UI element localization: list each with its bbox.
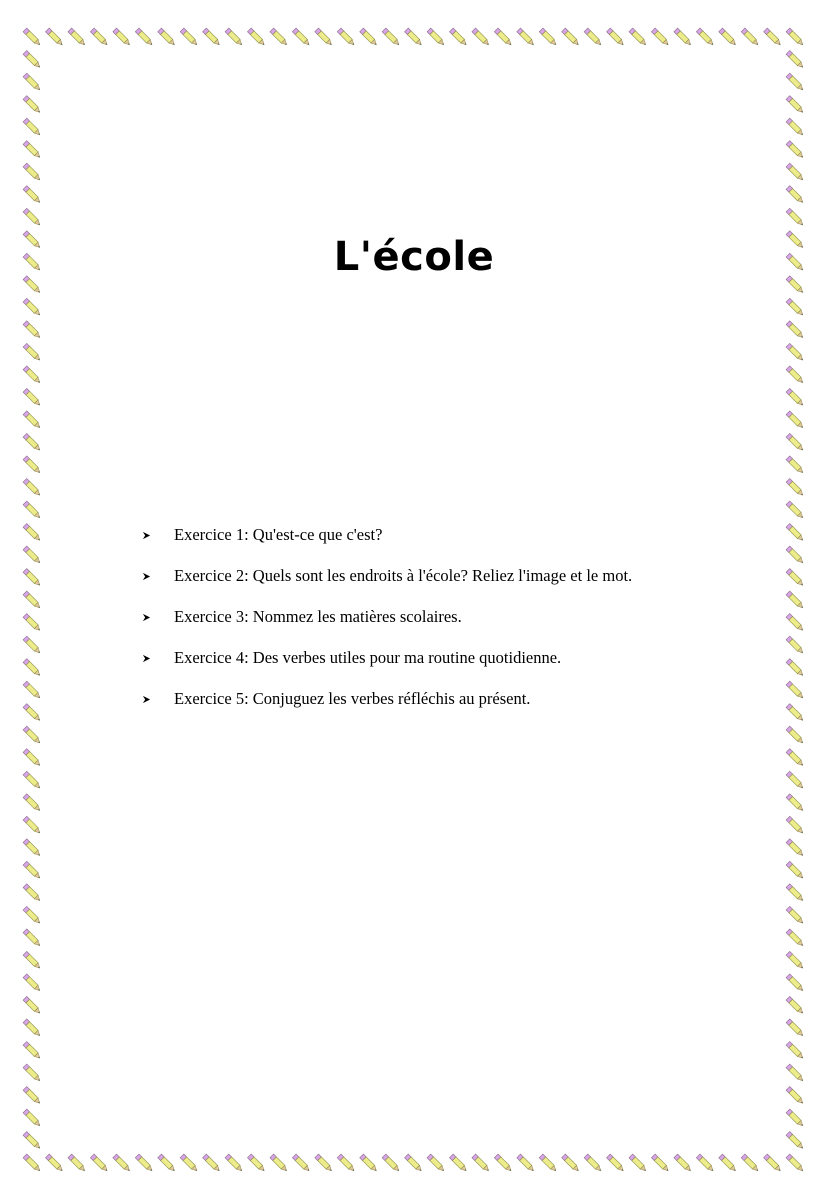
pencil-icon — [23, 388, 42, 407]
pencil-icon — [786, 366, 805, 385]
pencil-icon — [23, 208, 42, 227]
pencil-icon — [23, 321, 42, 340]
pencil-icon — [786, 388, 805, 407]
pencil-icon — [23, 141, 42, 160]
pencil-icon — [786, 1019, 805, 1038]
pencil-icon — [786, 118, 805, 137]
pencil-icon — [494, 28, 513, 47]
pencil-icon — [696, 28, 715, 47]
pencil-icon — [23, 974, 42, 993]
pencil-icon — [786, 1109, 805, 1128]
pencil-icon — [203, 28, 222, 47]
pencil-icon — [46, 1154, 65, 1173]
pencil-icon — [23, 118, 42, 137]
pencil-icon — [23, 51, 42, 70]
pencil-icon — [651, 1154, 670, 1173]
pencil-icon — [786, 1041, 805, 1060]
pencil-icon — [23, 614, 42, 633]
pencil-icon — [786, 839, 805, 858]
pencil-icon — [180, 28, 199, 47]
pencil-icon — [23, 411, 42, 430]
pencil-icon — [539, 1154, 558, 1173]
pencil-icon — [23, 681, 42, 700]
exercise-label: Exercice 5: Conjuguez les verbes réfléchis au présent. — [174, 689, 531, 708]
pencil-icon — [786, 591, 805, 610]
pencil-icon — [584, 1154, 603, 1173]
pencil-icon — [360, 1154, 379, 1173]
pencil-icon — [786, 163, 805, 182]
pencil-icon — [449, 1154, 468, 1173]
pencil-icon — [23, 659, 42, 678]
pencil-icon — [786, 51, 805, 70]
list-item — [140, 686, 632, 727]
pencil-icon — [23, 1087, 42, 1106]
pencil-icon — [786, 433, 805, 452]
pencil-icon — [786, 816, 805, 835]
pencil-icon — [786, 524, 805, 543]
pencil-icon — [158, 28, 177, 47]
pencil-icon — [786, 726, 805, 745]
pencil-icon — [786, 749, 805, 768]
pencil-icon — [23, 1064, 42, 1083]
pencil-icon — [472, 28, 491, 47]
pencil-icon — [248, 28, 267, 47]
pencil-icon — [90, 1154, 109, 1173]
pencil-icon — [719, 28, 738, 47]
pencil-icon — [23, 726, 42, 745]
pencil-icon — [225, 28, 244, 47]
pencil-icon — [135, 1154, 154, 1173]
pencil-icon — [786, 704, 805, 723]
pencil-icon — [23, 839, 42, 858]
pencil-icon — [629, 28, 648, 47]
pencil-icon — [248, 1154, 267, 1173]
pencil-icon — [158, 1154, 177, 1173]
pencil-icon — [180, 1154, 199, 1173]
list-item — [140, 522, 632, 563]
pencil-icon — [786, 501, 805, 520]
pencil-icon — [23, 546, 42, 565]
pencil-icon — [786, 884, 805, 903]
pencil-icon — [629, 1154, 648, 1173]
pencil-icon — [23, 591, 42, 610]
pencil-icon — [23, 794, 42, 813]
pencil-icon — [786, 659, 805, 678]
exercise-label: Exercice 3: Nommez les matières scolaires. — [174, 607, 462, 626]
pencil-icon — [23, 1132, 42, 1151]
pencil-icon — [786, 861, 805, 880]
pencil-icon — [113, 28, 132, 47]
pencil-icon — [786, 1064, 805, 1083]
pencil-icon — [786, 321, 805, 340]
pencil-icon — [741, 1154, 760, 1173]
pencil-icon — [382, 1154, 401, 1173]
pencil-icon — [23, 343, 42, 362]
pencil-icon — [292, 28, 311, 47]
pencil-icon — [315, 1154, 334, 1173]
pencil-icon — [23, 433, 42, 452]
exercise-list — [140, 522, 632, 727]
pencil-icon — [786, 208, 805, 227]
pencil-icon — [786, 141, 805, 160]
pencil-icon — [786, 794, 805, 813]
pencil-icon — [23, 996, 42, 1015]
pencil-icon — [337, 28, 356, 47]
arrow-bullet-icon — [142, 654, 151, 663]
pencil-icon — [719, 1154, 738, 1173]
pencil-icon — [562, 28, 581, 47]
pencil-icon — [786, 1132, 805, 1151]
pencil-icon — [786, 411, 805, 430]
pencil-icon — [270, 1154, 289, 1173]
pencil-icon — [786, 929, 805, 948]
pencil-icon — [23, 1109, 42, 1128]
pencil-icon — [23, 1154, 42, 1173]
list-item — [140, 604, 632, 645]
pencil-icon — [23, 501, 42, 520]
pencil-icon — [270, 28, 289, 47]
pencil-icon — [23, 569, 42, 588]
pencil-icon — [23, 1019, 42, 1038]
pencil-icon — [23, 906, 42, 925]
arrow-bullet-icon — [142, 572, 151, 581]
pencil-icon — [651, 28, 670, 47]
pencil-icon — [113, 1154, 132, 1173]
pencil-icon — [23, 749, 42, 768]
pencil-icon — [786, 28, 805, 47]
arrow-bullet-icon — [142, 531, 151, 540]
arrow-bullet-icon — [142, 613, 151, 622]
list-item — [140, 645, 632, 686]
pencil-icon — [23, 298, 42, 317]
pencil-icon — [427, 28, 446, 47]
pencil-icon — [315, 28, 334, 47]
pencil-icon — [23, 1041, 42, 1060]
page-title: L'école — [333, 234, 495, 280]
pencil-icon — [23, 478, 42, 497]
pencil-icon — [405, 1154, 424, 1173]
pencil-icon — [90, 28, 109, 47]
pencil-icon — [68, 1154, 87, 1173]
pencil-icon — [23, 96, 42, 115]
pencil-icon — [764, 28, 783, 47]
pencil-icon — [405, 28, 424, 47]
pencil-icon — [292, 1154, 311, 1173]
pencil-icon — [539, 28, 558, 47]
pencil-icon — [786, 636, 805, 655]
pencil-icon — [23, 636, 42, 655]
pencil-icon — [225, 1154, 244, 1173]
pencil-icon — [764, 1154, 783, 1173]
pencil-icon — [786, 343, 805, 362]
pencil-icon — [786, 1087, 805, 1106]
pencil-icon — [786, 771, 805, 790]
pencil-icon — [23, 816, 42, 835]
pencil-icon — [382, 28, 401, 47]
pencil-icon — [46, 28, 65, 47]
pencil-icon — [786, 298, 805, 317]
pencil-icon — [786, 996, 805, 1015]
pencil-icon — [23, 73, 42, 92]
pencil-icon — [472, 1154, 491, 1173]
pencil-icon — [786, 569, 805, 588]
pencil-icon — [23, 163, 42, 182]
pencil-icon — [674, 1154, 693, 1173]
pencil-icon — [135, 28, 154, 47]
pencil-icon — [607, 28, 626, 47]
pencil-icon — [786, 456, 805, 475]
exercise-label: Exercice 1: Qu'est-ce que c'est? — [174, 525, 383, 544]
pencil-icon — [427, 1154, 446, 1173]
arrow-bullet-icon — [142, 695, 151, 704]
pencil-icon — [786, 478, 805, 497]
exercise-label: Exercice 4: Des verbes utiles pour ma routine quotidienne. — [174, 648, 562, 667]
pencil-icon — [337, 1154, 356, 1173]
pencil-icon — [23, 771, 42, 790]
pencil-icon — [23, 186, 42, 205]
pencil-icon — [23, 366, 42, 385]
pencil-icon — [786, 1154, 805, 1173]
pencil-icon — [786, 96, 805, 115]
pencil-icon — [517, 28, 536, 47]
pencil-icon — [449, 28, 468, 47]
pencil-icon — [23, 929, 42, 948]
pencil-icon — [786, 681, 805, 700]
pencil-icon — [23, 456, 42, 475]
list-item — [140, 563, 632, 604]
pencil-icon — [517, 1154, 536, 1173]
pencil-icon — [23, 884, 42, 903]
pencil-icon — [786, 614, 805, 633]
pencil-icon — [23, 524, 42, 543]
exercise-label: Exercice 2: Quels sont les endroits à l'école? Reliez l'image et le mot. — [174, 566, 633, 585]
pencil-icon — [786, 186, 805, 205]
pencil-icon — [584, 28, 603, 47]
pencil-icon — [23, 951, 42, 970]
pencil-icon — [674, 28, 693, 47]
pencil-icon — [786, 73, 805, 92]
pencil-icon — [786, 906, 805, 925]
pencil-icon — [360, 28, 379, 47]
pencil-icon — [786, 951, 805, 970]
pencil-icon — [23, 28, 42, 47]
pencil-icon — [562, 1154, 581, 1173]
pencil-icon — [607, 1154, 626, 1173]
pencil-icon — [741, 28, 760, 47]
pencil-icon — [23, 704, 42, 723]
pencil-icon — [786, 974, 805, 993]
pencil-icon — [494, 1154, 513, 1173]
pencil-icon — [68, 28, 87, 47]
pencil-icon — [696, 1154, 715, 1173]
pencil-icon — [786, 546, 805, 565]
pencil-icon — [23, 861, 42, 880]
pencil-icon — [203, 1154, 222, 1173]
